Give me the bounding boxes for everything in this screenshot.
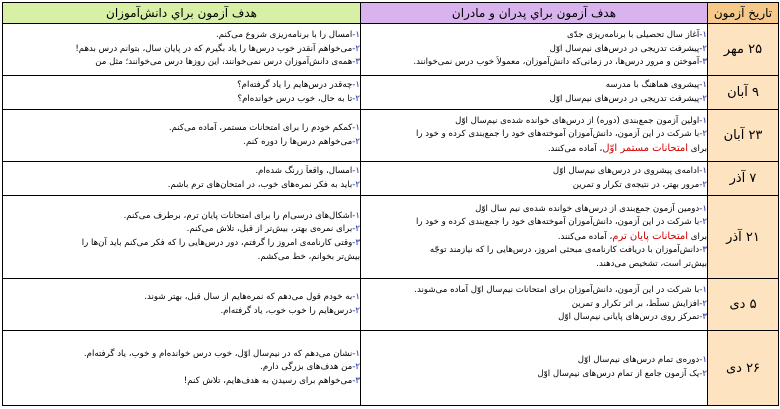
goal-line: ۱-آغاز سال تحصیلی با برنامه‌ریزی جدّی <box>566 30 707 41</box>
exam-date: ۷ آذر <box>708 162 779 196</box>
goal-line: ۲-با شرکت در این آزمون، دانش‌آموزان آموخته‌های خود را جمع‌بندی کرده و خود را <box>416 129 707 140</box>
goal-line: ۲-افزایش تسلّط، بر اثر تکرار و تمرین <box>571 298 707 309</box>
goal-line: ۱-چه‌قدر درس‌هایم را یاد گرفته‌ام؟ <box>237 79 360 90</box>
students-goal-cell <box>3 24 361 76</box>
goal-line: برای امتحانات پایان ترم، آماده می‌کنند. <box>557 230 707 242</box>
goal-line: ۱-به خودم قول می‌دهم که نمره‌هایم از سال قبل، بهتر شوند. <box>144 291 360 302</box>
goal-line: ۲-من هدف‌های بزرگی دارم. <box>260 362 360 373</box>
goal-line: ۲-درس‌هایم را خوب خوب، یاد گرفته‌ام. <box>220 305 360 316</box>
goal-line: ۳-همه‌ی دانش‌آموزان درس نمی‌خوانند، این روزها درس می‌خوانند؛ مثل من <box>95 57 360 68</box>
goal-line: ۲-پیشرفت تدریجی در درس‌های نیم‌سال اوّل <box>549 93 707 104</box>
students-goal-cell <box>3 76 361 110</box>
goal-line: بیش‌تر بخوانم، خط می‌کشم. <box>257 251 360 262</box>
students-goal-cell <box>3 331 361 406</box>
header-parents-goal: هدف آزمون براي پدران و مادران <box>361 3 708 24</box>
goal-line: ۲-برای نمره‌ی بهتر، بیش‌تر از قبل، تلاش می‌کنم. <box>186 224 360 235</box>
parents-goal-cell <box>361 331 708 406</box>
exam-date: ۵ دی <box>708 279 779 331</box>
goal-line: ۱-نشان می‌دهم که در نیم‌سال اوّل، خوب درس خوانده‌ام و خوب، یاد گرفته‌ام. <box>83 348 360 359</box>
goal-line: ۳-تمرکز روی درس‌های پایانی نیم‌سال اوّل <box>558 312 707 323</box>
highlight-text: امتحانات پایان ترم <box>612 230 689 242</box>
exam-date: ۹ آبان <box>708 76 779 110</box>
goal-line: ۲-پیشرفت تدریجی در درس‌های نیم‌سال اوّل <box>549 43 707 54</box>
students-goal-cell <box>3 110 361 162</box>
goal-line: ۳-وقتی کارنامه‌ی امروز را گرفتم، دور درس‌هایی را که فکر می‌کنم باید آن‌ها را <box>81 238 360 248</box>
parents-goal-cell <box>361 110 708 162</box>
goal-line: ۱-ادامه‌ی پیشروی در درس‌های نیم‌سال اوّل <box>552 165 707 176</box>
goal-line: ۲-می‌خواهم درس‌ها را دوره کنم. <box>243 136 360 147</box>
goal-line: ۲-تا به حال، خوب درس خوانده‌ام؟ <box>237 93 360 104</box>
exam-date: ۲۱ آذر <box>708 196 779 279</box>
header-row <box>3 3 779 24</box>
students-goal-cell <box>3 196 361 279</box>
goal-line: ۱-دومین آزمون جمع‌بندی از درس‌های خوانده شده‌ی نیم سال اوّل <box>475 203 707 214</box>
goal-line: ۱-امسال را با برنامه‌ریزی شروع می‌کنم. <box>216 30 360 41</box>
goal-line: ۲-می‌خواهم آنقدر خوب درس‌ها را یاد بگیرم که در پایان سال، بتوانم درس بدهم! <box>75 43 360 54</box>
goal-line: ۳-می‌خواهم برای رسیدن به هدف‌هایم، تلاش کنم! <box>183 375 360 386</box>
goal-line: بیش‌تر است، تشخیص می‌دهند. <box>596 258 707 269</box>
header-exam-date: تاريخ آزمون <box>708 3 779 24</box>
goal-line: ۱-پیشروی هماهنگ با مدرسه <box>605 79 707 90</box>
exam-date: ۲۵ مهر <box>708 24 779 76</box>
table-row <box>3 162 779 196</box>
table-row <box>3 196 779 279</box>
goal-line: ۱-با شرکت در این آزمون، دانش‌آموزان برای امتحانات نیم‌سال اوّل آماده می‌شوند. <box>414 285 707 296</box>
parents-goal-cell <box>361 76 708 110</box>
header-students-goal: هدف آزمون براي دانش‌آموزان <box>3 3 361 24</box>
goal-line: ۱-دوره‌ی تمام درس‌های نیم‌سال اوّل <box>577 355 707 366</box>
table-row <box>3 279 779 331</box>
table-row <box>3 76 779 110</box>
table-row <box>3 24 779 76</box>
table-row <box>3 331 779 406</box>
exam-date: ۲۳ آبان <box>708 110 779 162</box>
goal-line: ۲-یک آزمون جامع از تمام درس‌های نیم‌سال اوّل <box>537 369 707 379</box>
exam-date: ۲۶ دی <box>708 331 779 406</box>
goal-line: ۱-اولین آزمون جمع‌بندی (دوره) از درس‌های خوانده شده‌ی نیم‌سال اوّل <box>455 115 707 126</box>
parents-goal-cell <box>361 279 708 331</box>
goal-line: ۳-دانش‌آموزان با دریافت کارنامه‌ی مبحثی امروز، درس‌هایی را که نیازمند توجّه <box>429 245 707 256</box>
parents-goal-cell <box>361 196 708 279</box>
goal-line: ۱-امسال، واقعاً زرنگ شده‌ام. <box>255 165 360 176</box>
goal-line: ۲-مرور بهتر، در نتیجه‌ی تکرار و تمرین <box>572 179 707 190</box>
exam-schedule-table <box>2 2 779 406</box>
goal-line: ۲-با شرکت در این آزمون، دانش‌آموزان آموخته‌های خود را جمع‌بندی کرده و خود را <box>416 217 707 228</box>
parents-goal-cell <box>361 162 708 196</box>
highlight-text: امتحانات مستمر اوّل <box>602 142 689 154</box>
students-goal-cell <box>3 279 361 331</box>
students-goal-cell <box>3 162 361 196</box>
goal-line: ۳-آموختن و مرور درس‌ها، در زمانی‌که دانش‌آموزان، معمولاً خوب درس نمی‌خوانند. <box>413 57 707 68</box>
goal-line: ۱-اشکال‌های درسی‌ام را برای امتحانات پایان ترم، برطرف می‌کنم. <box>123 210 360 221</box>
goal-line: ۲-باید به فکر نمره‌های خوب، در امتحان‌های ترم باشم. <box>167 179 360 190</box>
goal-line: ۱-کمکم خودم را برای امتحانات مستمر، آماده می‌کنم. <box>168 122 360 133</box>
goal-line: برای امتحانات مستمر اوّل، آماده می‌کنند. <box>547 142 707 154</box>
parents-goal-cell <box>361 24 708 76</box>
table-row <box>3 110 779 162</box>
